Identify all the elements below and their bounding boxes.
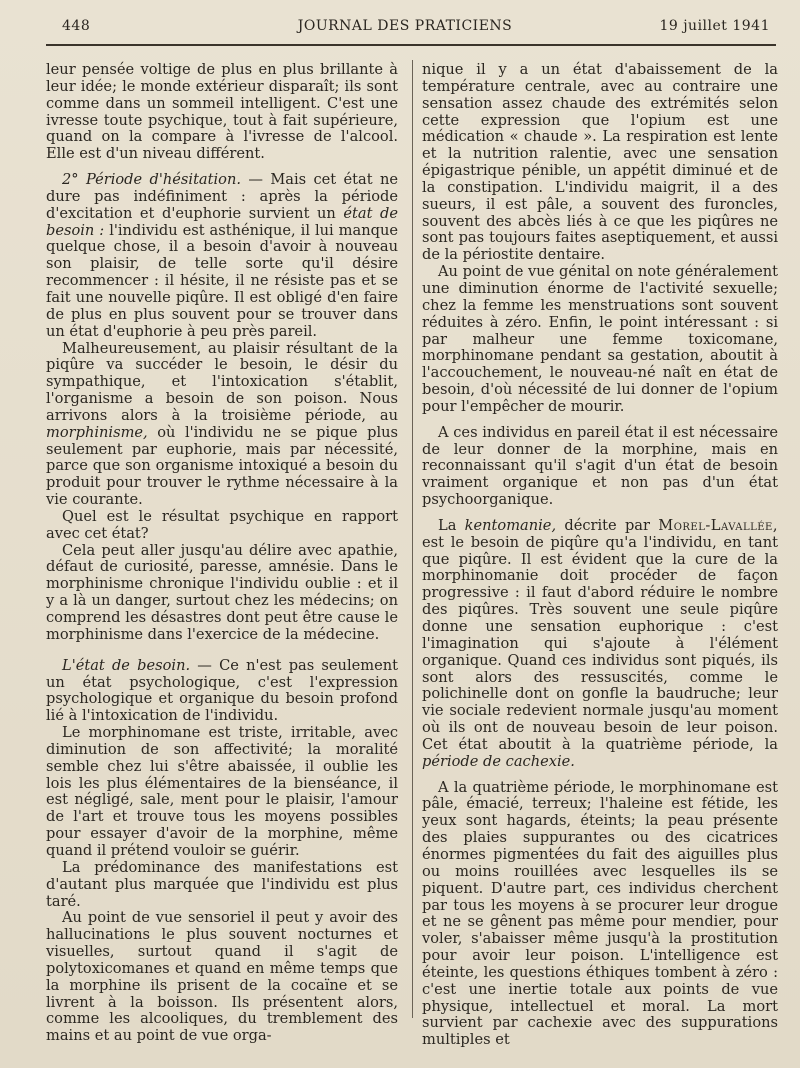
header-rule bbox=[46, 44, 776, 46]
paragraph: Quel est le résultat psychique en rapport avec cet état? bbox=[46, 507, 398, 542]
issue-date: 19 juillet 1941 bbox=[659, 18, 770, 34]
paragraph-periode-hesitation: 2° Période d'hésitation. — Mais cet état ne dure pas indéfiniment : après la période d'excitation et d'euphorie survient un état de besoin : l'individu est asthénique, il lui manque quelque chose, il a besoin d'avoir à nouveau son plaisir, de telle sorte qu'il désire recommencer : il hésite, il ne résiste pas et se fait une nouvelle piqûre. Il est obligé d'en faire de plus en plus souvent pour se trouver dans un état d'euphorie à peu près pareil. bbox=[46, 171, 398, 340]
paragraph: Au point de vue sensoriel il peut y avoir des hallucinations le plus souvent nocturnes et visuelles, surtout quand il s'agit de polytoxicomanes et quand en même temps que la morphine ils prisent de la cocaïne et se livrent à la boisson. Ils présentent alors, comme les alcooliques, du tremblement des mains et au point de vue orga- bbox=[46, 909, 398, 1045]
paragraph: A la quatrième période, le morphinomane est pâle, émacié, terreux; l'haleine est fétide, les yeux sont hagards, éteints; la peau présente des plaies suppurantes ou des cicatrices énormes pigmentées du fait des aiguilles plus ou moins rouillées avec lesquelles ils se piquent. D'autre part, ces individus cherchent par tous les moyens à se procurer leur drogue et ne se gênent pas même pour mendier, pour voler, s'abaisser même jusqu'à la prostitution pour avoir leur poison. L'intelligence est éteinte, les questions éthiques tombent à zéro : c'est une inertie totale aux points de vue physique, intellectuel et moral. La mort survient par cachexie avec des suppurations multiples et bbox=[422, 778, 778, 1049]
paragraph-kentomanie: La kentomanie, décrite par Morel-Lavallée, est le besoin de piqûre qu'a l'individu, en tant que piqûre. Il est évident que la cure de la morphinomanie doit procéder de façon progressive : il faut d'abord réduire le nombre des piqûres. Très souvent une seule piqûre donne une sensation euphorique : c'est l'imagination qui s'ajoute à l'élément organique. Quand ces individus sont piqués, ils sont alors des ressuscités, comme le polichinelle dont on gonfle la baudruche; leur vie sociale redevient normale jusqu'au moment où ils ont de nouveau besoin de leur poison. Cet état aboutit à la quatrième période, la période de cachexie. bbox=[422, 516, 778, 770]
author-name: Morel-Lavallée, bbox=[658, 516, 778, 534]
running-header bbox=[40, 18, 770, 40]
paragraph: Au point de vue génital on note généralement une diminution énorme de l'activité sexuelle; chez la femme les menstruations sont souvent réduites à zéro. Enfin, le point intéressant : si par malheur une femme toxicomane, morphinomane pendant sa gestation, aboutit à l'accouchement, le nouveau-né naît en état de besoin, d'où nécessité de lui donner de l'opium pour l'empêcher de mourir. bbox=[422, 263, 778, 415]
left-column bbox=[46, 62, 398, 1045]
paragraph: Malheureusement, au plaisir résultant de la piqûre va succéder le besoin, le désir du sympathique, et l'intoxication s'établit, l'organisme a besoin de son poison. Nous arrivons alors à la troisième période, au morphinisme, où l'individu ne se pique plus seulement par euphorie, mais par nécessité, parce que son organisme intoxiqué a besoin du produit pour trouver le rythme nécessaire à la vie courante. bbox=[46, 339, 398, 509]
column-divider bbox=[412, 60, 413, 1018]
paragraph: La prédominance des manifestations est d'autant plus marquée que l'individu est plus taré. bbox=[46, 858, 398, 910]
section-heading: 2° Période d'hésitation. bbox=[62, 171, 241, 189]
paragraph: Le morphinomane est triste, irritable, avec diminution de son affectivité; la moralité semble chez lui s'être abaissée, il oublie les lois les plus élémentaires de la bienséance, il est négligé, sale, ment pour le plaisir, l'amour de l'art et trouve tous les moyens possibles pour essayer d'avoir de la morphine, même quand il prétend vouloir se guérir. bbox=[46, 724, 398, 859]
paragraph: leur pensée voltige de plus en plus brillante à leur idée; le monde extérieur disparaît; ils sont comme dans un sommeil intelligent. C'est une ivresse toute psychique, tout à fait supérieure, quand on la compare à l'ivresse de l'alcool. Elle est d'un niveau différent. bbox=[46, 61, 398, 163]
paragraph: nique il y a un état d'abaissement de la température centrale, avec au contraire une sensation assez chaude des extrémités selon cette expression que l'opium est une médication « chaude ». La respiration est lente et la nutrition ralentie, avec une sensation épigastrique pénible, un appétit diminué et de la constipation. L'individu maigrit, il a des sueurs, il est pâle, a souvent des furoncles, souvent des abcès liés à ce que les piqûres ne sont pas toujours faites aseptiquement, et aussi de la périostite dentaire. bbox=[422, 61, 778, 264]
paragraph-etat-de-besoin: L'état de besoin. — Ce n'est pas seulement un état psychologique, c'est l'expression psychologique et organique du besoin profond lié à l'intoxication de l'individu. bbox=[46, 656, 398, 725]
right-column bbox=[422, 62, 778, 1049]
journal-title: JOURNAL DES PRATICIENS bbox=[297, 18, 513, 34]
page-number: 448 bbox=[62, 18, 91, 34]
section-heading: L'état de besoin. bbox=[62, 656, 191, 674]
paragraph: A ces individus en pareil état il est nécessaire de leur donner de la morphine, mais en reconnaissant qu'il s'agit d'un état de besoin vraiment organique et non pas d'un état psychoorganique. bbox=[422, 423, 778, 509]
paragraph: Cela peut aller jusqu'au délire avec apathie, défaut de curiosité, paresse, amnésie. Dans le morphinisme chronique l'individu oublie : et il y a là un danger, surtout chez les médecins; on comprend les désastres dont peut être cause le morphinisme dans l'exercice de la médecine. bbox=[46, 541, 398, 643]
